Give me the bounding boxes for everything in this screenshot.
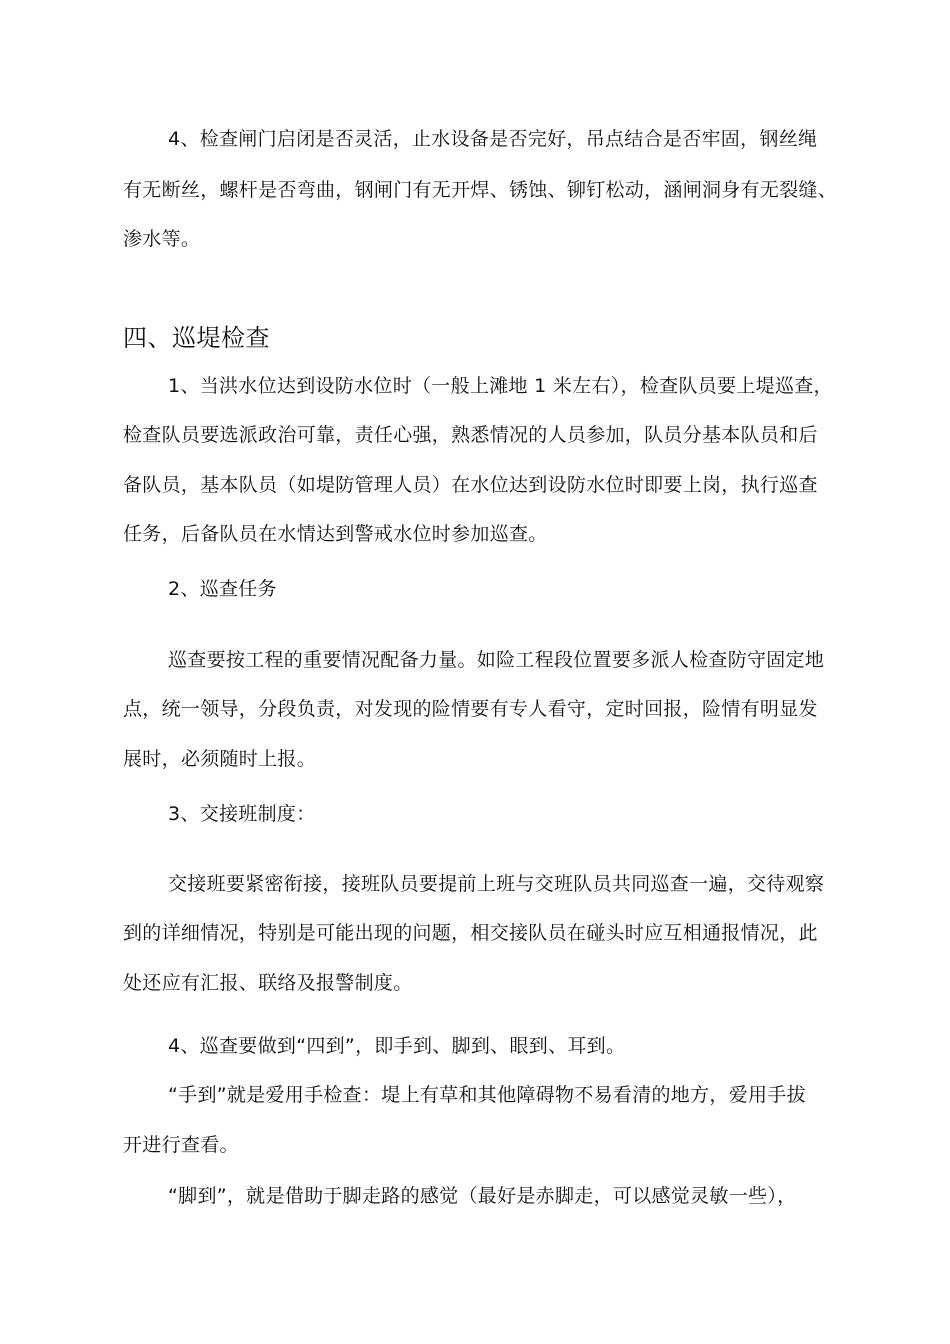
paragraph-3-line3: 处还应有汇报、联络及报警制度。 bbox=[123, 972, 413, 994]
paragraph-2-line3: 展时，必须随时上报。 bbox=[123, 748, 317, 770]
paragraph-hand-line2: 开进行查看。 bbox=[123, 1134, 239, 1156]
paragraph-1-line1: 1、当洪水位达到设防水位时（一般上滩地 1 米左右），检查队员要上堤巡查， bbox=[168, 375, 833, 397]
paragraph-3-line2: 到的详细情况，特别是可能出现的问题，相交接队员在碰头时应互相通报情况，此 bbox=[123, 922, 818, 944]
paragraph-item4-line1: 4、检查闸门启闭是否灵活，止水设备是否完好，吊点结合是否牢固，钢丝绳 bbox=[168, 128, 818, 150]
paragraph-item4-line2: 有无断丝，螺杆是否弯曲，钢闸门有无开焊、锈蚀、铆钉松动，涵闸洞身有无裂缝、 bbox=[123, 179, 838, 201]
paragraph-item4-line3: 渗水等。 bbox=[123, 228, 201, 250]
section-heading-patrol: 四、巡堤检查 bbox=[123, 324, 270, 352]
paragraph-1-line2: 检查队员要选派政治可靠，责任心强，熟悉情况的人员参加，队员分基本队员和后 bbox=[123, 424, 818, 446]
paragraph-foot-line1: “脚到”，就是借助于脚走路的感觉（最好是赤脚走，可以感觉灵敏一些）， bbox=[168, 1185, 797, 1207]
subheading-2: 2、巡查任务 bbox=[168, 578, 277, 600]
subheading-4: 4、巡查要做到“四到”，即手到、脚到、眼到、耳到。 bbox=[168, 1035, 626, 1057]
paragraph-1-line3: 备队员，基本队员（如堤防管理人员）在水位达到设防水位时即要上岗，执行巡查 bbox=[123, 474, 818, 496]
paragraph-hand-line1: “手到”就是爱用手检查：堤上有草和其他障碍物不易看清的地方，爱用手拔 bbox=[168, 1084, 806, 1106]
paragraph-2-line1: 巡查要按工程的重要情况配备力量。如险工程段位置要多派人检查防守固定地 bbox=[168, 649, 825, 671]
paragraph-2-line2: 点，统一领导，分段负责，对发现的险情要有专人看守，定时回报，险情有明显发 bbox=[123, 698, 818, 720]
paragraph-3-line1: 交接班要紧密衔接，接班队员要提前上班与交班队员共同巡查一遍，交待观察 bbox=[168, 873, 825, 895]
paragraph-1-line4: 任务，后备队员在水情达到警戒水位时参加巡查。 bbox=[123, 523, 548, 545]
subheading-3: 3、交接班制度： bbox=[168, 803, 316, 825]
